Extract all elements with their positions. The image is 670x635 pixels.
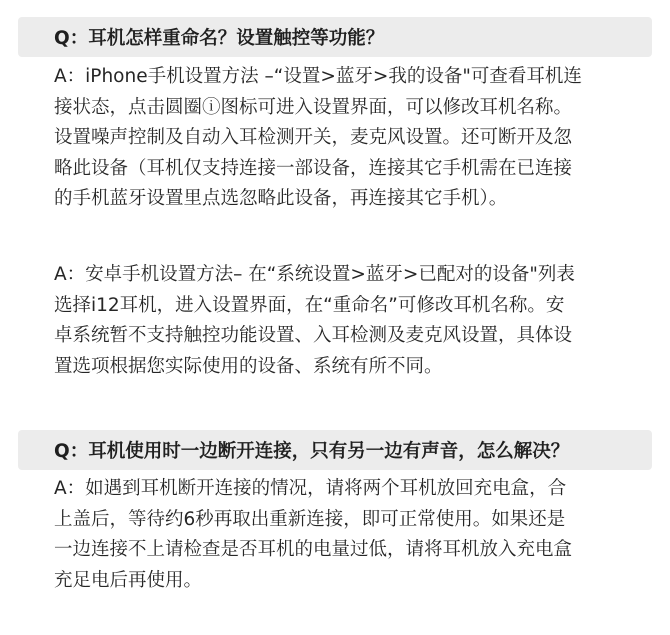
faq-question-rename <box>18 17 652 57</box>
question-text: Q：耳机使用时一边断开连接，只有另一边有声音，怎么解决？ <box>54 441 570 462</box>
answer-iphone-settings <box>54 62 654 215</box>
answer-line: 充足电后再使用。 <box>54 569 203 591</box>
answer-android-settings <box>54 260 654 382</box>
answer-line: 选择i12耳机，进入设置界面，在“重命名”可修改耳机名称。安 <box>54 294 565 316</box>
answer-line: A：如遇到耳机断开连接的情况，请将两个耳机放回充电盒，合 <box>54 478 567 499</box>
answer-line: 设置噪声控制及自动入耳检测开关，麦克风设置。还可断开及忽 <box>54 127 573 148</box>
answer-disconnect-fix <box>54 474 654 596</box>
answer-line: 一边连接不上请检查是否耳机的电量过低，请将耳机放入充电盒 <box>54 539 573 560</box>
answer-line: 略此设备（耳机仅支持连接一部设备，连接其它手机需在已连接 <box>54 157 573 179</box>
answer-line: 卓系统暂不支持触控功能设置、入耳检测及麦克风设置，具体设 <box>54 325 573 346</box>
answer-line: A：安卓手机设置方法– 在“系统设置>蓝牙>已配对的设备"列表 <box>54 264 575 285</box>
faq-question-disconnect <box>18 430 652 470</box>
answer-line: 置选项根据您实际使用的设备、系统有所不同。 <box>54 355 443 377</box>
answer-line: A：iPhone手机设置方法 –“设置>蓝牙>我的设备"可查看耳机连 <box>54 66 582 87</box>
answer-line: 接状态，点击圆圈ⓘ图标可进入设置界面，可以修改耳机名称。 <box>54 96 573 118</box>
answer-line: 的手机蓝牙设置里点选忽略此设备，再连接其它手机）。 <box>54 188 508 209</box>
question-text: Q：耳机怎样重命名？设置触控等功能？ <box>54 28 385 49</box>
answer-line: 上盖后，等待约6秒再取出重新连接，即可正常使用。如果还是 <box>54 508 566 530</box>
